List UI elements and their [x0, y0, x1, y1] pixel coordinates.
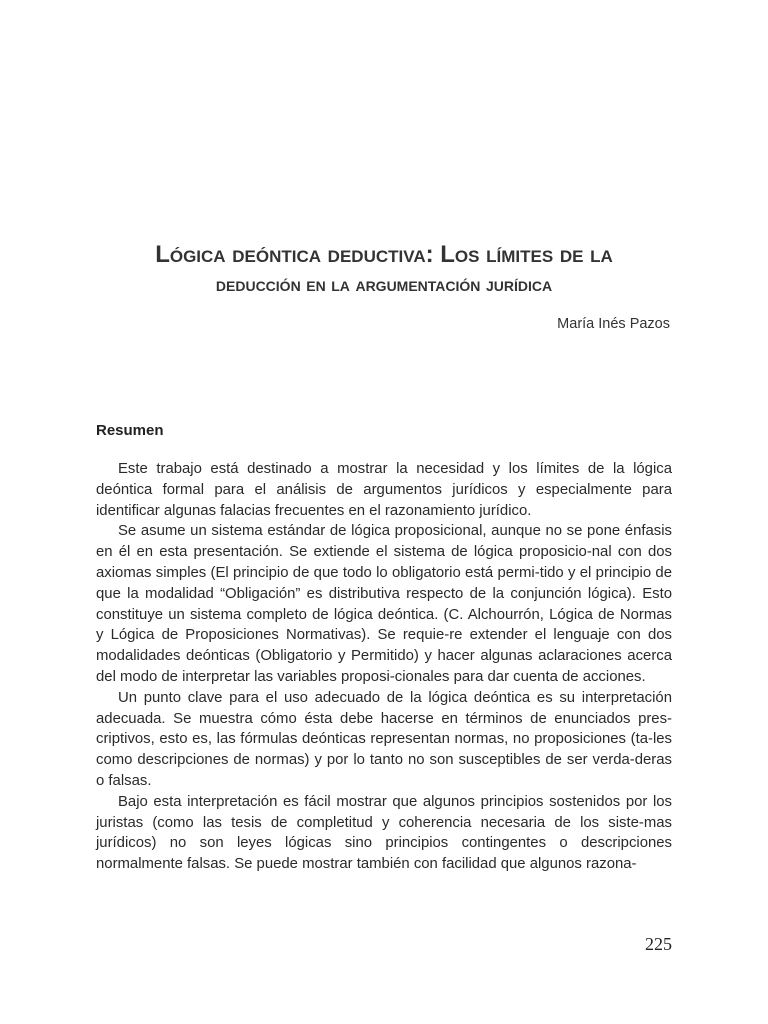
abstract-paragraph-3: Un punto clave para el uso adecuado de la lógica deóntica es su interpretación adecuada. Se muestra cómo ésta debe hacerse en términos de enunciados pres-criptivos, esto es, las fórmulas deónticas representan normas, no proposiciones (ta-les como descripciones de normas) y por lo tanto no son susceptibles de ser verda-deras o falsas.	[96, 689, 672, 789]
abstract-heading: Resumen	[96, 422, 164, 439]
abstract-paragraph-2: Se asume un sistema estándar de lógica proposicional, aunque no se pone énfasis en él en esta presentación. Se extiende el sistema de lógica proposicio-nal con dos axiomas simples (El principio de que todo lo obligatorio está permi-tido y el principio de que la modalidad “Obligación” es distributiva respecto de la conjunción lógica). Esto constituye un sistema completo de lógica deóntica. (C. Alchourrón, Lógica de Normas y Lógica de Proposiciones Normativas). Se requie-re extender el lenguaje con dos modalidades deónticas (Obligatorio y Permitido) y hacer algunas aclaraciones acerca del modo de interpretar las variables proposi-cionales para dar cuenta de acciones.	[96, 523, 672, 685]
abstract-paragraph-4: Bajo esta interpretación es fácil mostrar que algunos principios sostenidos por los juristas (como las tesis de completitud y coherencia necesaria de los siste-mas jurídicos) no son leyes lógicas sino principios contingentes o descripciones normalmente falsas. Se puede mostrar también con facilidad que algunos razona-	[96, 793, 672, 873]
article-title-line-1: Lógica deóntica deductiva: Los límites de la	[155, 241, 613, 268]
article-title-line-2: deducción en la argumentación jurídica	[215, 274, 553, 296]
page-number: 225	[645, 934, 672, 954]
abstract-body	[96, 459, 672, 875]
article-title	[96, 240, 672, 300]
abstract-paragraph-1: Este trabajo está destinado a mostrar la necesidad y los límites de la lógica deóntica formal para el análisis de argumentos jurídicos y especialmente para identificar algunas falacias frecuentes en el razonamiento jurídico.	[96, 461, 672, 519]
author-name: María Inés Pazos	[557, 316, 670, 332]
